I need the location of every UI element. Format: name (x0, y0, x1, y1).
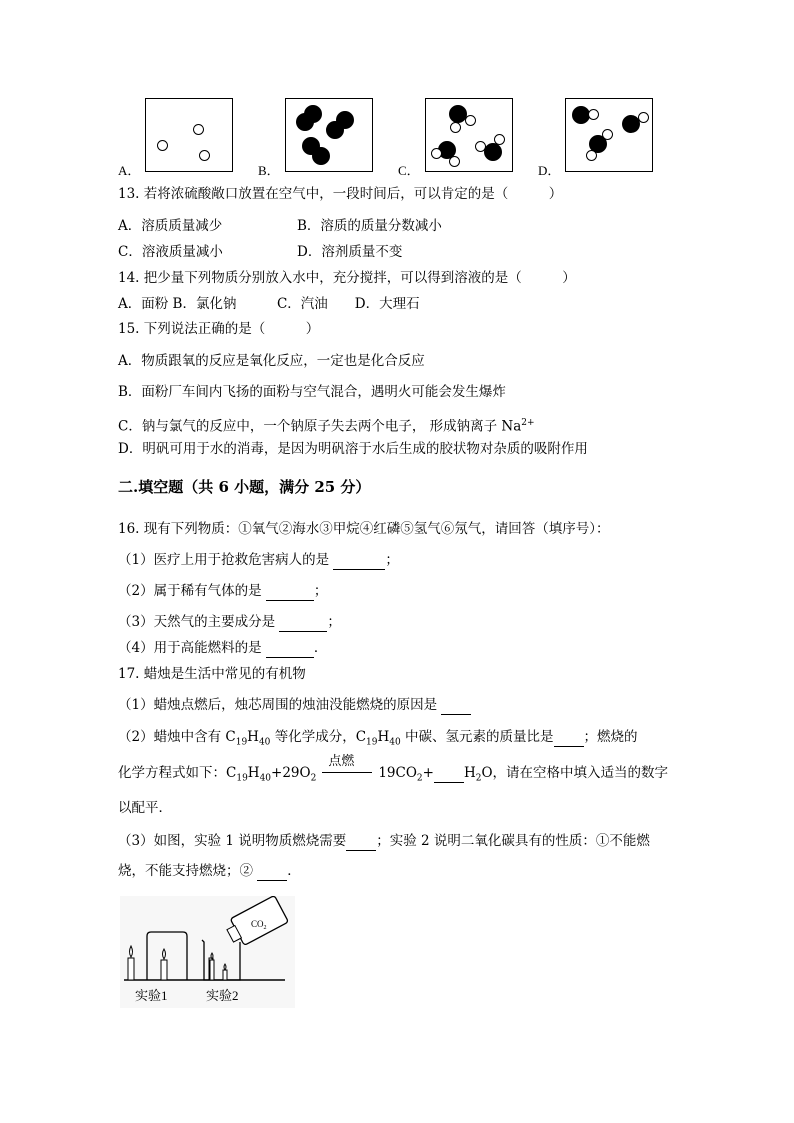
reaction-condition: 点燃 (328, 754, 355, 769)
bottle-label: $CO_2$ (251, 919, 267, 931)
equation-text: 化学方程式如下：C (118, 765, 237, 781)
formula-h: H (463, 765, 476, 781)
q16-part3 (118, 613, 341, 632)
subscript: 19 (235, 737, 248, 748)
white-atom-icon (431, 148, 442, 159)
reaction-arrow (322, 754, 372, 773)
option-d-label: D． (538, 163, 561, 178)
formula-h: H (247, 765, 260, 781)
answer-blank[interactable] (266, 639, 314, 658)
punct: ； (313, 583, 328, 599)
q17-equation (118, 754, 669, 788)
equation-text: 19CO (378, 765, 417, 781)
white-atom-icon (494, 134, 505, 145)
q15-option-c (118, 414, 535, 436)
white-atom-icon (193, 124, 204, 135)
subscript: 40 (258, 737, 271, 748)
punct: ． (313, 640, 328, 656)
option-a-label: A． (118, 163, 141, 178)
experiment-1-label: 实验1 (135, 988, 168, 1003)
answer-blank[interactable] (554, 728, 584, 747)
q17-part1-text: （1）蜡烛点燃后，烛芯周围的烛油没能燃烧的原因是 (118, 697, 438, 713)
answer-blank[interactable] (333, 551, 385, 570)
black-atom-icon (312, 147, 330, 165)
answer-blank[interactable] (279, 613, 327, 632)
equation-text: + (422, 765, 434, 781)
q14-stem: 14. 把少量下列物质分别放入水中，充分搅拌，可以得到溶液的是（ ） (118, 270, 576, 286)
white-atom-icon (638, 112, 649, 123)
charge-superscript: 2+ (521, 418, 535, 428)
answer-blank[interactable] (266, 582, 314, 601)
q16-part1 (118, 551, 399, 570)
q17-part3-line1 (118, 832, 650, 851)
q13-stem: 13. 若将浓硫酸敞口放置在空气中，一段时间后，可以肯定的是（ ） (118, 186, 563, 202)
q14-options: A．面粉 B．氯化钠 C．汽油 D．大理石 (118, 296, 420, 312)
section-title: 二.填空题（共 6 小题，满分 25 分） (118, 478, 371, 496)
q17-part3-text: 烧，不能支持燃烧；② (118, 863, 253, 879)
subscript: 2 (416, 773, 423, 784)
punct: ． (287, 863, 301, 879)
q17-part3-line2 (118, 862, 301, 881)
q16-part1-text: （1）医疗上用于抢救危害病人的是 (118, 552, 330, 568)
q17-part2 (118, 728, 638, 752)
q17-part2-text: （2）蜡烛中含有 C (118, 729, 236, 745)
answer-blank[interactable] (257, 862, 287, 881)
q17-equation-end: 以配平． (118, 800, 172, 816)
black-atom-icon (296, 113, 314, 131)
answer-blank[interactable] (441, 696, 471, 715)
option-d-diagram (565, 98, 653, 172)
experiment-2-label: 实验2 (206, 988, 239, 1003)
q17-part3-text: ；实验 2 说明二氧化碳具有的性质：①不能燃 (376, 833, 650, 849)
q16-part2-text: （2）属于稀有气体的是 (118, 583, 262, 599)
experiment-figure (120, 896, 295, 1008)
q13-option-c: C．溶液质量减小 (118, 244, 223, 260)
q17-part3-text: （3）如图，实验 1 说明物质燃烧需要 (118, 833, 347, 849)
equation-text: O，请在空格中填入适当的数字 (481, 765, 669, 781)
q17-part2-text: ；燃烧的 (583, 729, 638, 745)
q16-stem: 16. 现有下列物质：①氧气②海水③甲烷④红磷⑤氢气⑥氖气，请回答（填序号）： (118, 521, 610, 537)
subscript: 2 (475, 773, 482, 784)
q13-option-b: B．溶质的质量分数减小 (297, 218, 442, 234)
q15-option-b: B．面粉厂车间内飞扬的面粉与空气混合，遇明火可能会发生爆炸 (118, 384, 506, 400)
q13-option-d: D．溶剂质量不变 (297, 244, 403, 260)
q16-part4 (118, 639, 327, 658)
subscript: 19 (236, 773, 248, 784)
option-b-diagram (285, 98, 373, 172)
white-atom-icon (199, 150, 210, 161)
q15-option-a: A．物质跟氧的反应是氧化反应，一定也是化合反应 (118, 353, 425, 369)
punct: ； (385, 552, 399, 568)
q15-stem: 15. 下列说法正确的是（ ） (118, 321, 320, 337)
subscript: 2 (310, 773, 317, 784)
formula-h: H (247, 729, 259, 745)
white-atom-icon (588, 109, 599, 120)
q15-option-c-text: C．钠与氯气的反应中，一个钠原子失去两个电子， 形成钠离子 Na (118, 418, 522, 435)
answer-blank[interactable] (434, 764, 464, 783)
q15-option-d: D．明矾可用于水的消毒，是因为明矾溶于水后生成的胶状物对杂质的吸附作用 (118, 441, 588, 457)
option-c-diagram (425, 98, 513, 172)
formula-h: H (377, 729, 390, 745)
q17-part2-text: 等化学成分，C (270, 729, 367, 745)
option-c-label: C． (398, 163, 420, 178)
q13-option-a: A．溶质质量减少 (118, 218, 223, 234)
punct: ； (327, 614, 341, 630)
black-atom-icon (484, 143, 502, 161)
white-atom-icon (586, 150, 597, 161)
black-atom-icon (326, 121, 344, 139)
white-atom-icon (450, 122, 461, 133)
q17-stem: 17. 蜡烛是生活中常见的有机物 (118, 666, 306, 682)
option-b-label: B． (258, 163, 280, 178)
white-atom-icon (465, 115, 476, 126)
q17-part1 (118, 696, 471, 715)
q17-part2-text: 中碳、氢元素的质量比是 (400, 729, 554, 745)
white-atom-icon (157, 140, 168, 151)
equation-text: +29O (271, 765, 311, 781)
q16-part4-text: （4）用于高能燃料的是 (118, 640, 262, 656)
option-a-diagram (145, 98, 233, 172)
subscript: 40 (259, 773, 272, 784)
subscript: 19 (366, 737, 378, 748)
answer-blank[interactable] (346, 832, 376, 851)
white-atom-icon (449, 156, 460, 167)
q16-part2 (118, 582, 327, 601)
q16-part3-text: （3）天然气的主要成分是 (118, 614, 276, 630)
subscript: 40 (389, 737, 401, 748)
